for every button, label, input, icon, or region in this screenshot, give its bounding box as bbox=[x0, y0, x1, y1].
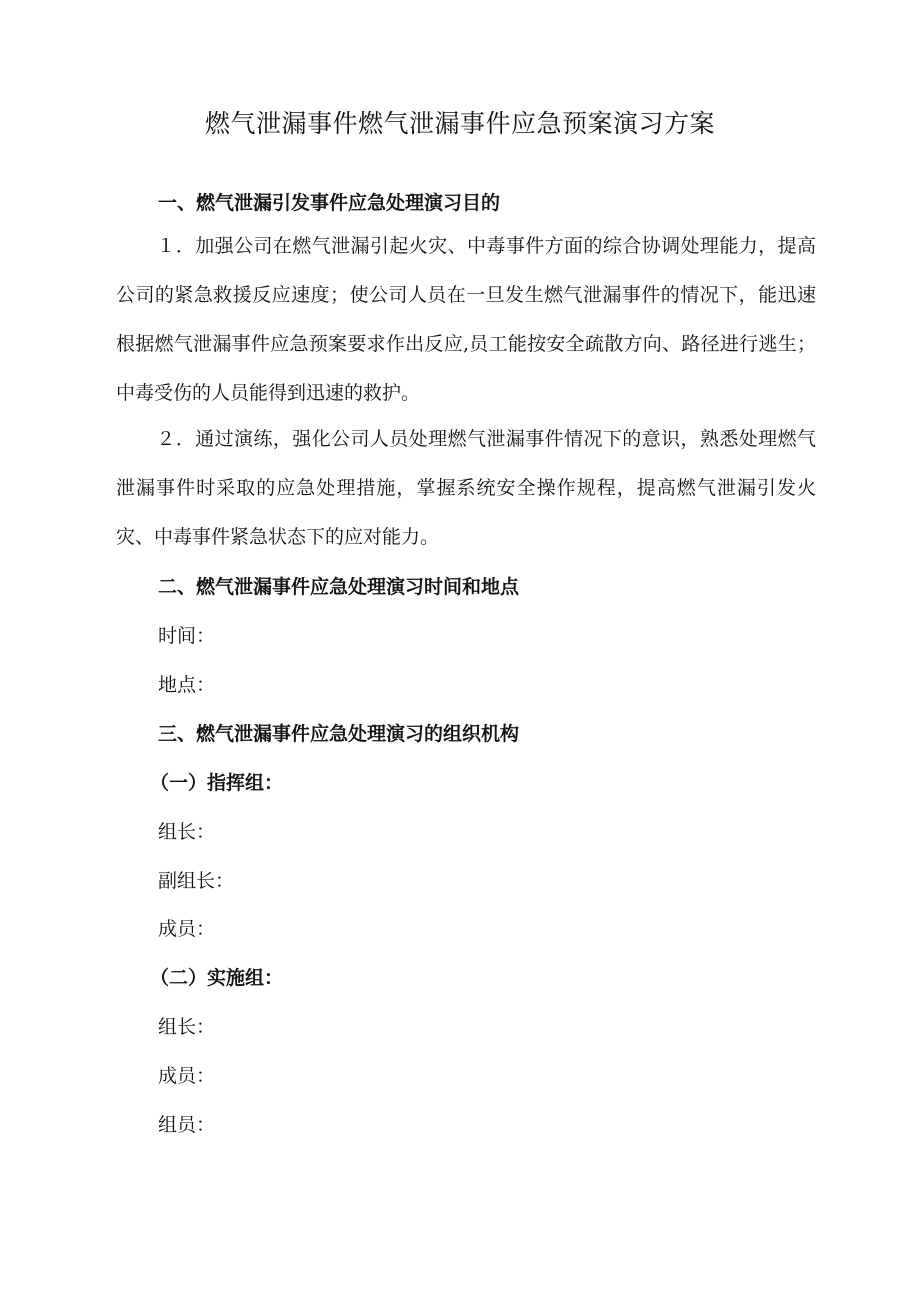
section-2-heading: 二、燃气泄漏事件应急处理演习时间和地点 bbox=[158, 576, 520, 598]
document-title: 燃气泄漏事件燃气泄漏事件应急预案演习方案 bbox=[204, 109, 715, 138]
location-label: 地点： bbox=[158, 674, 216, 696]
command-group-deputy-leader: 副组长： bbox=[158, 870, 235, 892]
paragraph-1-text: １．加强公司在燃气泄漏引起火灾、中毒事件方面的综合协调处理能力，提高公司的紧急救援反应速度；使公司人员在一旦发生燃气泄漏事件的情况下，能迅速根据燃气泄漏事件应急预案要求作出反应,员工能按安全疏散方向、路径进行逃生；中毒受伤的人员能得到迅速的救护。 bbox=[116, 235, 816, 404]
section-1-paragraph-2 bbox=[116, 415, 816, 562]
implementation-group-leader: 组长： bbox=[158, 1016, 216, 1038]
command-group-heading: （一）指挥组： bbox=[150, 772, 284, 794]
command-group-members: 成员： bbox=[158, 918, 216, 940]
implementation-group-team-members: 组员： bbox=[158, 1114, 216, 1136]
section-3-heading: 三、燃气泄漏事件应急处理演习的组织机构 bbox=[158, 723, 520, 745]
section-1-paragraph-1 bbox=[116, 222, 816, 418]
time-label: 时间： bbox=[158, 625, 216, 647]
section-1-heading: 一、燃气泄漏引发事件应急处理演习目的 bbox=[158, 192, 501, 214]
implementation-group-heading: （二）实施组： bbox=[150, 967, 284, 989]
paragraph-2-text: ２．通过演练，强化公司人员处理燃气泄漏事件情况下的意识，熟悉处理燃气泄漏事件时采取的应急处理措施，掌握系统安全操作规程，提高燃气泄漏引发火灾、中毒事件紧急状态下的应对能力。 bbox=[116, 428, 816, 548]
command-group-leader: 组长： bbox=[158, 821, 216, 843]
implementation-group-members: 成员： bbox=[158, 1065, 216, 1087]
